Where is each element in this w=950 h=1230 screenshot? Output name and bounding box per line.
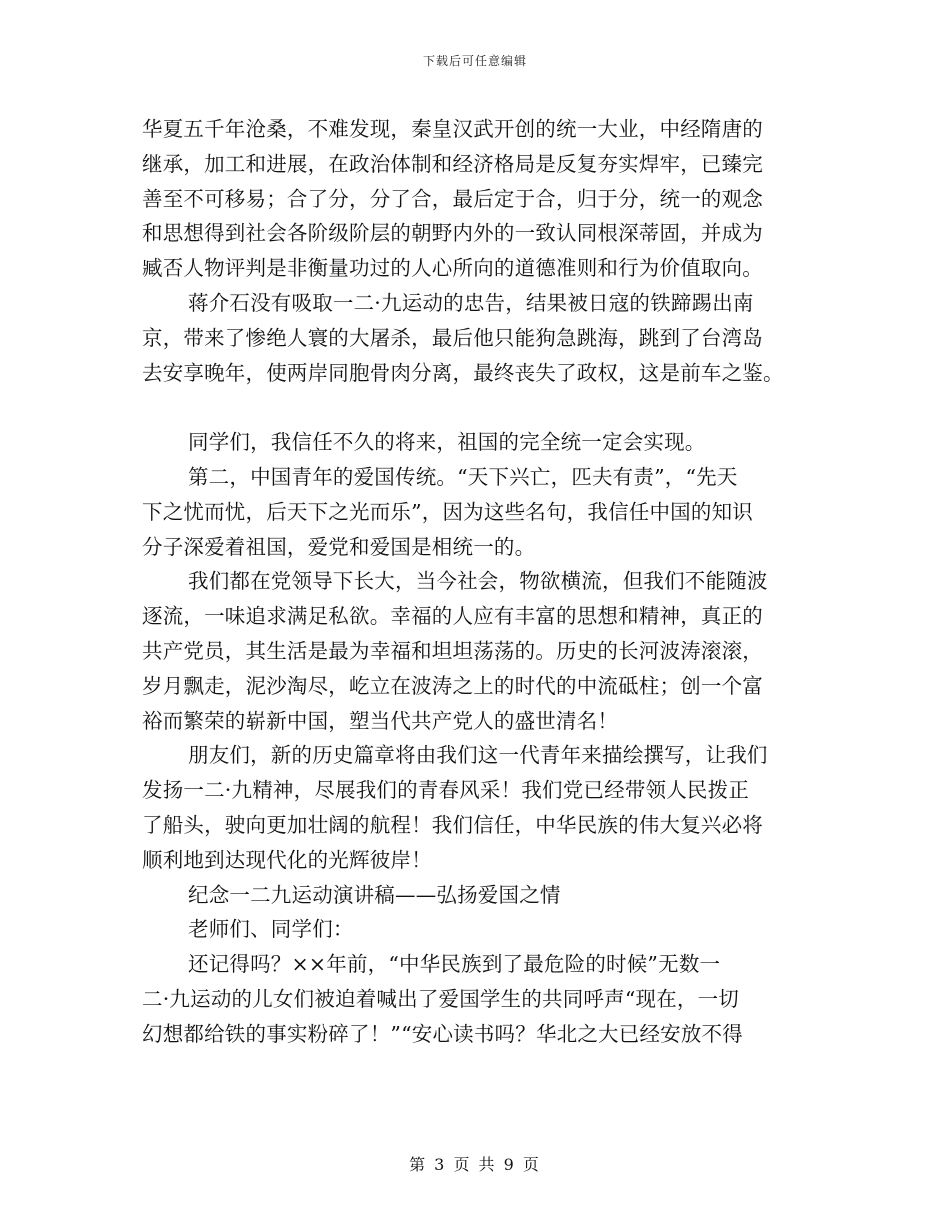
body-line: 同学们，我信任不久的将来，祖国的完全统一定会实现。 — [188, 430, 706, 455]
body-line: 朋友们，新的历史篇章将由我们这一代青年来描绘撰写，让我们 — [188, 743, 768, 768]
body-line: 共产党员，其生活是最为幸福和坦坦荡荡的。历史的长河波涛滚滚， — [142, 638, 763, 663]
body-line: 还记得吗？××年前，“中华民族到了最危险的时候”无数一 — [188, 952, 721, 977]
body-line: 臧否人物评判是非衡量功过的人心所向的道德准则和行为价值取向。 — [142, 256, 763, 281]
body-line: 幻想都给铁的事实粉碎了！”“安心读书吗？华北之大已经安放不得 — [142, 1021, 743, 1046]
body-line: 善至不可移易；合了分，分了合，最后定于合，归于分，统一的观念 — [142, 186, 763, 211]
body-line: 华夏五千年沧桑，不难发现，秦皇汉武开创的统一大业，中经隋唐的 — [142, 117, 763, 141]
body-line: 继承，加工和进展，在政治体制和经济格局是反复夯实焊牢，已臻完 — [142, 151, 763, 176]
body-line: 和思想得到社会各阶级阶层的朝野内外的一致认同根深蒂固，并成为 — [142, 221, 763, 246]
body-line: 发扬一二·九精神，尽展我们的青春风采！我们党已经带领人民拨正 — [142, 778, 750, 803]
body-line: 分子深爱着祖国，爱党和爱国是相统一的。 — [142, 534, 536, 559]
body-line: 去安享晚年，使两岸同胞骨肉分离，最终丧失了政权，这是前车之鉴。 — [142, 360, 784, 385]
body-line: 下之忧而忧，后天下之光而乐”，因为这些名句，我信任中国的知识 — [142, 499, 753, 524]
page-number: 第 3 页 共 9 页 — [409, 1155, 541, 1174]
salutation: 老师们、同学们： — [188, 917, 354, 942]
body-line: 裕而繁荣的崭新中国，塑当代共产党人的盛世清名！ — [142, 708, 619, 733]
paragraph-gap — [142, 390, 810, 425]
page-header-note: 下载后可任意编辑 — [422, 54, 527, 68]
section-title: 纪念一二九运动演讲稿——弘扬爱国之情 — [188, 882, 561, 907]
body-line: 我们都在党领导下长大，当今社会，物欲横流，但我们不能随波 — [188, 569, 768, 594]
body-line: 岁月飘走，泥沙淘尽，屹立在波涛之上的时代的中流砥柱；创一个富 — [142, 673, 763, 698]
body-line: 二·九运动的儿女们被迫着喊出了爱国学生的共同呼声“现在，一切 — [142, 986, 739, 1011]
body-line: 蒋介石没有吸取一二·九运动的忠告，结果被日寇的铁蹄踢出南 — [188, 290, 754, 315]
body-line: 逐流，一味追求满足私欲。幸福的人应有丰富的思想和精神，真正的 — [142, 604, 763, 629]
body-line: 京，带来了惨绝人寰的大屠杀，最后他只能狗急跳海，跳到了台湾岛 — [142, 325, 763, 350]
body-line: 了船头，驶向更加壮阔的航程！我们信任，中华民族的伟大复兴必将 — [142, 812, 763, 837]
document-body — [142, 112, 810, 1052]
body-line: 顺利地到达现代化的光辉彼岸！ — [142, 847, 432, 872]
body-line: 第二，中国青年的爱国传统。“天下兴亡，匹夫有责”，“先天 — [188, 464, 738, 489]
